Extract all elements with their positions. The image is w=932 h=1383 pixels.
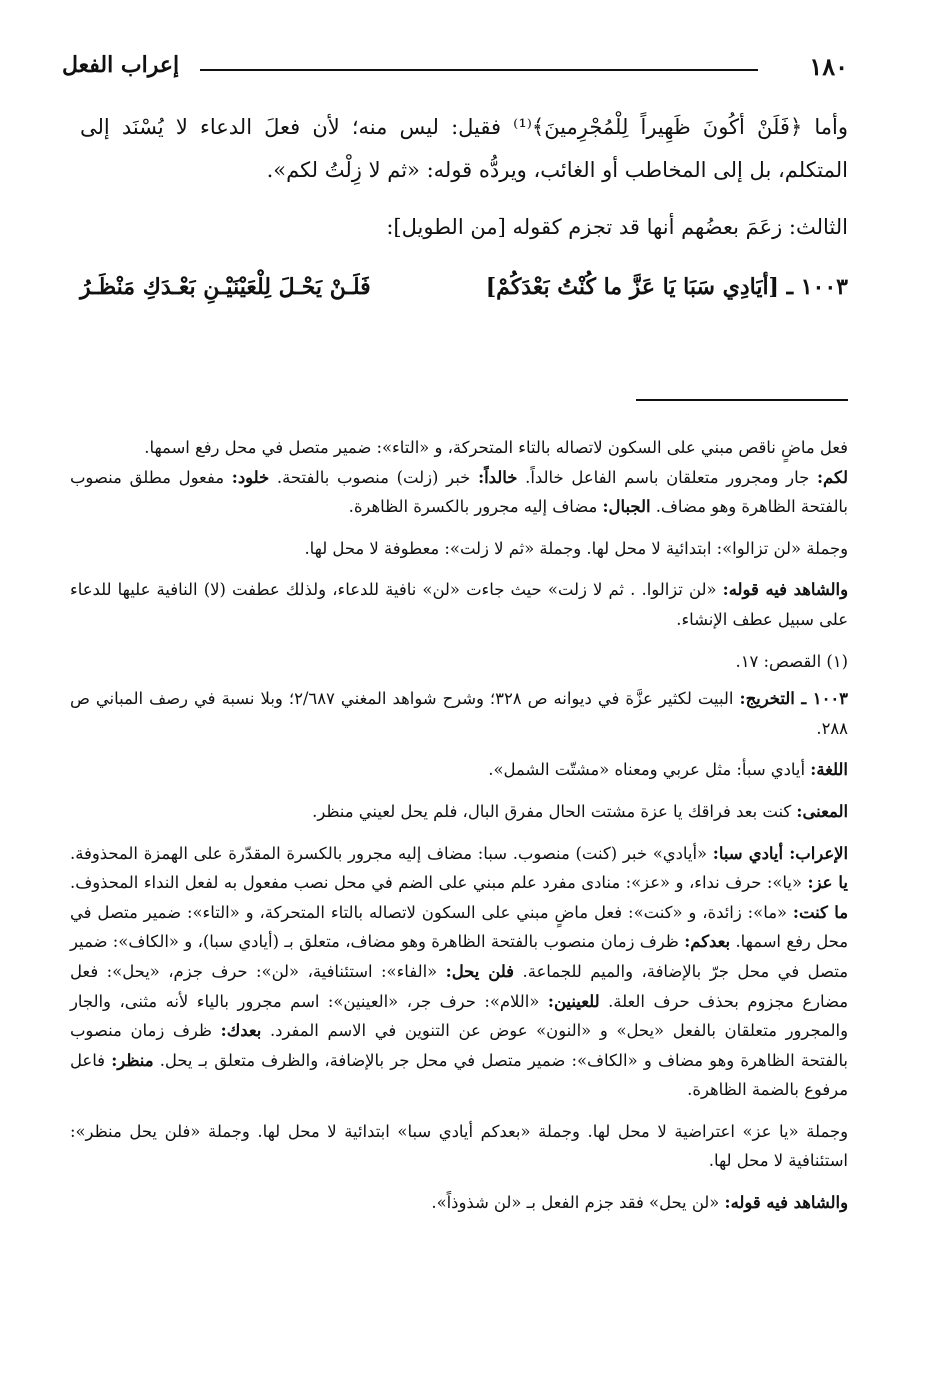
note-text: خبر (زلت) منصوب بالفتحة.: [269, 467, 479, 487]
main-text: [80, 106, 848, 249]
note-line: [70, 839, 848, 1105]
note-line: فعل ماضٍ ناقص مبني على السكون لاتصاله بالتاء المتحركة، و «التاء»: ضمير متصل في محل رفع اسمها.: [144, 438, 848, 457]
note-term: خالداً:: [478, 467, 518, 487]
note-line: [70, 1188, 848, 1218]
note-text: كنت بعد فراقك يا عزة مشتت الحال مفرق البال، فلم يحل لعيني منظر.: [312, 801, 797, 821]
note-text: «لن يحل» فقد جزم الفعل بـ «لن شذوذاً».: [431, 1193, 725, 1213]
poetry-verse: [80, 268, 848, 316]
note-text: ظرف زمان منصوب بالفتحة الظاهرة وهو مضاف، متعلق بـ (أيادي سبا)، و «الكاف»: ضمير متصل في محل جرّ بالإضافة، والميم للجماعة.: [70, 932, 848, 981]
footnote-1: (١) القصص: ١٧.: [735, 651, 848, 671]
note-text: البيت لكثير عزَّة في ديوانه ص ٣٢٨؛ وشرح شواهد المغني ٢/٦٨٧؛ وبلا نسبة في رصف المباني ص ٢٨٨.: [70, 689, 848, 738]
note-line: [70, 463, 848, 522]
note-text: ظرف زمان منصوب بالفتحة الظاهرة وهو مضاف و «الكاف»: ضمير متصل في محل جر بالإضافة، والظرف متعلق بـ يحل.: [70, 1021, 848, 1070]
note-text: «الفاء»: استئنافية، «لن»: حرف جزم، «يحل»: فعل مضارع مجزوم بحذف حرف العلة.: [70, 961, 848, 1011]
running-title: إعراب الفعل: [62, 52, 180, 78]
note-line: [70, 755, 848, 785]
note-line: وجملة «لن تزالوا»: ابتدائية لا محل لها. وجملة «ثم لا زلت»: معطوفة لا محل لها.: [304, 538, 848, 558]
note-term: والشاهد فيه قوله:: [724, 1193, 848, 1213]
note-term: خلود:: [231, 467, 270, 487]
note-term: الإعراب:: [789, 843, 849, 863]
note-text: «اللام»: حرف جر، «العينين»: اسم مجرور بالياء لأنه مثنى، والجار والمجرور متعلقان بالفعل «يحل» و «النون» عوض عن التنوين في الاسم المفرد.: [70, 991, 848, 1041]
note-term: أيادي سبا:: [712, 843, 790, 863]
verse-first-hemistich: ١٠٠٣ ـ [أيَادِي سَبَا يَا عَزَّ ما كُنْتُ بَعْدَكُمْ]: [485, 274, 848, 300]
note-term: بعدك:: [220, 1021, 262, 1041]
note-text: «لن تزالوا. . ثم لا زلت» حيث جاءت «لن» نافية للدعاء، ولذلك عطفت (لا) النافية عليها للدعاء على سبيل عطف الإنشاء.: [70, 580, 848, 629]
note-term: ١٠٠٣ ـ التخريج:: [739, 689, 848, 709]
main-paragraph-2: الثالث: زعَمَ بعضُهم أنها قد تجزم كقوله [من الطويل]:: [386, 215, 848, 239]
note-term: اللغة:: [810, 760, 848, 780]
verse-second-hemistich: فَلَـنْ يَحْـلَ لِلْعَيْنَيْـنِ بَعْـدَكِ مَنْظَـرُ: [80, 274, 371, 300]
main-paragraph-1: وأما ﴿فَلَنْ أكُونَ ظَهِيراً لِلْمُجْرِمينَ﴾⁽¹⁾ فقيل: ليس منه؛ لأن فعلَ الدعاء لا يُسْنَد إلى المتكلم، بل إلى المخاطب أو الغائب، ويردُّه قوله: «ثم لا زِلْتُ لكم».: [80, 115, 848, 182]
note-term: يا عز:: [807, 873, 848, 893]
note-term: للعينين:: [547, 991, 600, 1011]
footnote-separator: [636, 399, 848, 401]
note-text: جار ومجرور متعلقان باسم الفاعل خالداً.: [517, 467, 817, 487]
note-text: «يا»: حرف نداء، و «عز»: منادى مفرد علم مبني على الضم في محل نصب مفعول به لفعل النداء المحذوف.: [70, 873, 808, 893]
note-text: فاعل مرفوع بالضمة الظاهرة.: [70, 1050, 848, 1100]
note-term: والشاهد فيه قوله:: [722, 580, 848, 600]
note-term: فلن يحل:: [445, 961, 514, 981]
note-text: مفعول مطلق منصوب بالفتحة الظاهرة وهو مضاف.: [70, 467, 848, 517]
note-text: أيادي سبأ: مثل عربي ومعناه «مشتّت الشمل».: [488, 760, 811, 780]
note-term: الجبال:: [602, 497, 651, 517]
note-term: لكم:: [816, 467, 848, 487]
note-line: [70, 797, 848, 827]
page-number: ١٨٠: [809, 52, 848, 81]
note-term: ما كنت:: [792, 902, 849, 922]
note-line: [70, 575, 848, 634]
header-rule: [200, 69, 758, 71]
note-term: منظر:: [111, 1050, 154, 1070]
footnotes: [70, 433, 848, 1218]
note-term: المعنى:: [796, 801, 848, 821]
note-term: بعدكم:: [684, 932, 731, 952]
note-line: [70, 684, 848, 743]
note-text: مضاف إليه مجرور بالكسرة الظاهرة.: [348, 497, 603, 517]
note-text: «ما»: زائدة، و «كنت»: فعل ماضٍ مبني على السكون لاتصاله بالتاء المتحركة، و «التاء»: ضمير متصل في محل رفع اسمها.: [70, 902, 848, 952]
note-line: وجملة «يا عز» اعتراضية لا محل لها. وجملة «بعدكم أيادي سبا» ابتدائية لا محل لها. وجملة «فلن يحل منظر»: استئنافية لا محل لها.: [70, 1121, 848, 1171]
page-header: [62, 52, 848, 88]
note-text: «أيادي» خبر (كنت) منصوب. سبا: مضاف إليه مجرور بالكسرة المقدّرة على الهمزة المحذوفة.: [70, 843, 713, 863]
